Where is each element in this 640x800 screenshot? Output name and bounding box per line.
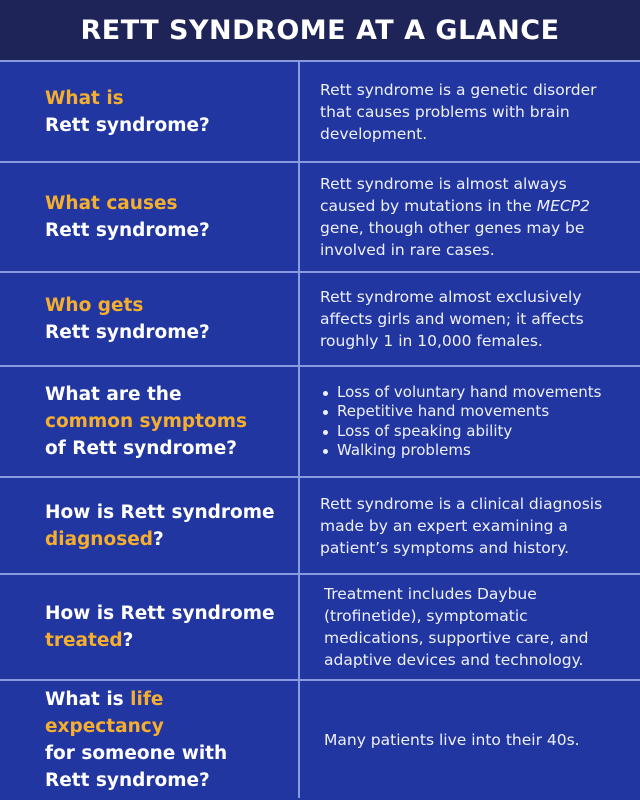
question-text: for someone with — [45, 742, 228, 764]
question-cell — [0, 273, 300, 365]
question-text: Rett syndrome? — [45, 220, 210, 241]
question-highlight: diagnosed — [45, 528, 153, 550]
page-header — [0, 0, 640, 62]
answer-cell — [300, 273, 640, 365]
question-highlight: What causes — [45, 193, 178, 214]
answer-cell — [300, 367, 640, 476]
table-row-life-expectancy — [0, 681, 640, 798]
question-highlight: What is — [45, 87, 124, 109]
answer-text — [320, 173, 626, 261]
question-highlight: Who gets — [45, 295, 144, 316]
table-row-what-is — [0, 62, 640, 163]
table-row-diagnosed — [0, 478, 640, 575]
list-item: Loss of voluntary hand movements — [322, 383, 626, 403]
answer-text: Rett syndrome is a genetic disorder that causes problems with brain development. — [320, 80, 597, 143]
question-text: What is — [45, 688, 131, 710]
answer-text: Rett syndrome is a clinical diagnosis made by an expert examining a patient’s symptoms and history. — [320, 494, 603, 557]
symptom-list — [320, 383, 626, 461]
page-title: RETT SYNDROME AT A GLANCE — [80, 14, 560, 46]
question-text: Rett syndrome? — [45, 769, 210, 791]
question-text: of Rett syndrome? — [45, 438, 237, 459]
question-cell — [0, 163, 300, 271]
list-item: Repetitive hand movements — [322, 402, 626, 422]
list-item: Walking problems — [322, 441, 626, 461]
question-cell — [0, 367, 300, 476]
question-cell — [0, 62, 300, 161]
answer-cell — [300, 681, 640, 798]
list-item: Loss of speaking ability — [322, 422, 626, 442]
question-cell — [0, 681, 300, 798]
question-text: How is Rett syndrome — [45, 501, 275, 523]
answer-text: Treatment includes Daybue (trofinetide), symptomatic medications, supportive care, and adaptive devices and technology. — [324, 585, 589, 669]
question-highlight: treated — [45, 630, 123, 651]
answer-cell — [300, 62, 640, 161]
question-highlight: life expectancy — [45, 688, 164, 737]
answer-text-part: Rett syndrome is almost always caused by mutations in the — [320, 175, 567, 215]
question-cell — [0, 478, 300, 573]
question-text: Rett syndrome? — [45, 322, 210, 343]
table-row-symptoms — [0, 367, 640, 478]
table-row-causes — [0, 163, 640, 273]
answer-cell — [300, 478, 640, 573]
question-text: Rett syndrome? — [45, 114, 210, 136]
question-text: What are the — [45, 384, 182, 405]
question-suffix: ? — [122, 630, 134, 651]
table-row-treated — [0, 575, 640, 681]
gene-name: MECP2 — [536, 197, 590, 215]
table-row-who-gets — [0, 273, 640, 367]
faq-table — [0, 62, 640, 798]
question-suffix: ? — [153, 528, 164, 550]
question-highlight: common symptoms — [45, 411, 247, 432]
answer-cell — [300, 163, 640, 271]
answer-text-part: gene, though other genes may be involved in rare cases. — [320, 219, 585, 259]
answer-text: Rett syndrome almost exclusively affects girls and women; it affects roughly 1 in 10,000 females. — [320, 288, 584, 350]
question-text: How is Rett syndrome — [45, 603, 275, 624]
question-cell — [0, 575, 300, 679]
answer-cell — [300, 575, 640, 679]
answer-text: Many patients live into their 40s. — [324, 730, 580, 749]
